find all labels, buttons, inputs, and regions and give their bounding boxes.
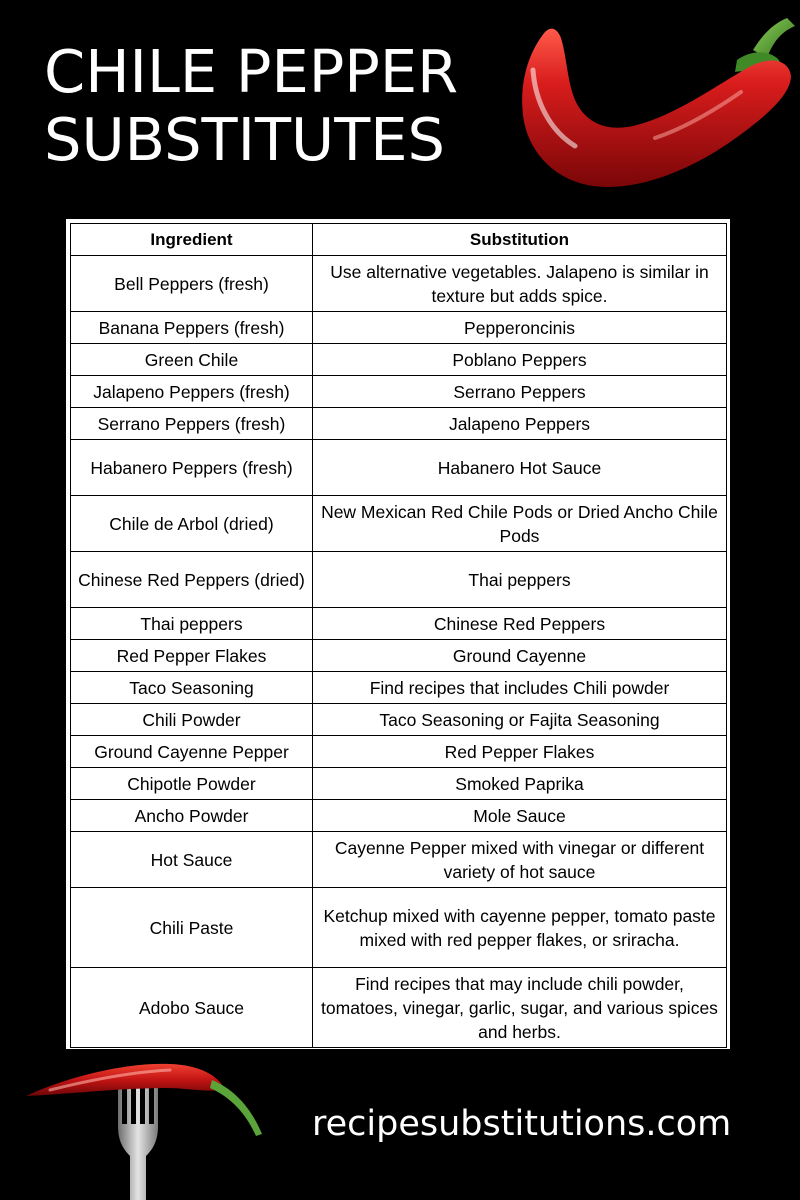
substitution-cell: Smoked Paprika [313, 768, 727, 800]
website-url: recipesubstitutions.com [312, 1104, 732, 1144]
substitution-cell: Chinese Red Peppers [313, 608, 727, 640]
table-row [71, 496, 727, 552]
ingredient-column-header: Ingredient [71, 224, 313, 256]
ingredient-cell: Ancho Powder [71, 800, 313, 832]
chile-on-fork-icon [0, 1050, 290, 1200]
substitution-cell: Poblano Peppers [313, 344, 727, 376]
table-header-row [71, 224, 727, 256]
substitution-table-container [66, 219, 730, 1049]
ingredient-cell: Ground Cayenne Pepper [71, 736, 313, 768]
substitution-cell: New Mexican Red Chile Pods or Dried Ancho Chile Pods [313, 496, 727, 552]
substitution-cell: Find recipes that may include chili powder, tomatoes, vinegar, garlic, sugar, and various spices and herbs. [313, 968, 727, 1048]
ingredient-cell: Chili Paste [71, 888, 313, 968]
table-row [71, 344, 727, 376]
table-row [71, 704, 727, 736]
ingredient-cell: Green Chile [71, 344, 313, 376]
page-title-line-2: SUBSTITUTES [44, 105, 445, 174]
ingredient-cell: Habanero Peppers (fresh) [71, 440, 313, 496]
table-row [71, 256, 727, 312]
ingredient-cell: Taco Seasoning [71, 672, 313, 704]
substitution-cell: Find recipes that includes Chili powder [313, 672, 727, 704]
table-row [71, 552, 727, 608]
substitution-cell: Jalapeno Peppers [313, 408, 727, 440]
ingredient-cell: Adobo Sauce [71, 968, 313, 1048]
table-row [71, 608, 727, 640]
table-row [71, 440, 727, 496]
ingredient-cell: Jalapeno Peppers (fresh) [71, 376, 313, 408]
substitution-table [70, 223, 727, 1048]
substitution-cell: Pepperoncinis [313, 312, 727, 344]
table-row [71, 408, 727, 440]
substitution-cell: Ketchup mixed with cayenne pepper, tomato paste mixed with red pepper flakes, or sriracha. [313, 888, 727, 968]
table-row [71, 376, 727, 408]
table-row [71, 888, 727, 968]
table-row [71, 640, 727, 672]
table-row [71, 832, 727, 888]
ingredient-cell: Red Pepper Flakes [71, 640, 313, 672]
substitution-column-header: Substitution [313, 224, 727, 256]
ingredient-cell: Chile de Arbol (dried) [71, 496, 313, 552]
table-row [71, 768, 727, 800]
table-row [71, 736, 727, 768]
substitution-cell: Cayenne Pepper mixed with vinegar or different variety of hot sauce [313, 832, 727, 888]
substitution-cell: Habanero Hot Sauce [313, 440, 727, 496]
ingredient-cell: Chinese Red Peppers (dried) [71, 552, 313, 608]
red-chile-pepper-icon [505, 10, 800, 195]
ingredient-cell: Banana Peppers (fresh) [71, 312, 313, 344]
table-row [71, 800, 727, 832]
ingredient-cell: Hot Sauce [71, 832, 313, 888]
ingredient-cell: Serrano Peppers (fresh) [71, 408, 313, 440]
page-title-line-1: CHILE PEPPER [44, 37, 459, 106]
table-row [71, 312, 727, 344]
table-row [71, 672, 727, 704]
substitution-cell: Mole Sauce [313, 800, 727, 832]
ingredient-cell: Chipotle Powder [71, 768, 313, 800]
substitution-cell: Ground Cayenne [313, 640, 727, 672]
ingredient-cell: Thai peppers [71, 608, 313, 640]
substitution-cell: Taco Seasoning or Fajita Seasoning [313, 704, 727, 736]
substitution-cell: Red Pepper Flakes [313, 736, 727, 768]
table-row [71, 968, 727, 1048]
substitution-cell: Use alternative vegetables. Jalapeno is similar in texture but adds spice. [313, 256, 727, 312]
page-title [44, 38, 458, 174]
substitution-cell: Thai peppers [313, 552, 727, 608]
ingredient-cell: Chili Powder [71, 704, 313, 736]
ingredient-cell: Bell Peppers (fresh) [71, 256, 313, 312]
substitution-cell: Serrano Peppers [313, 376, 727, 408]
